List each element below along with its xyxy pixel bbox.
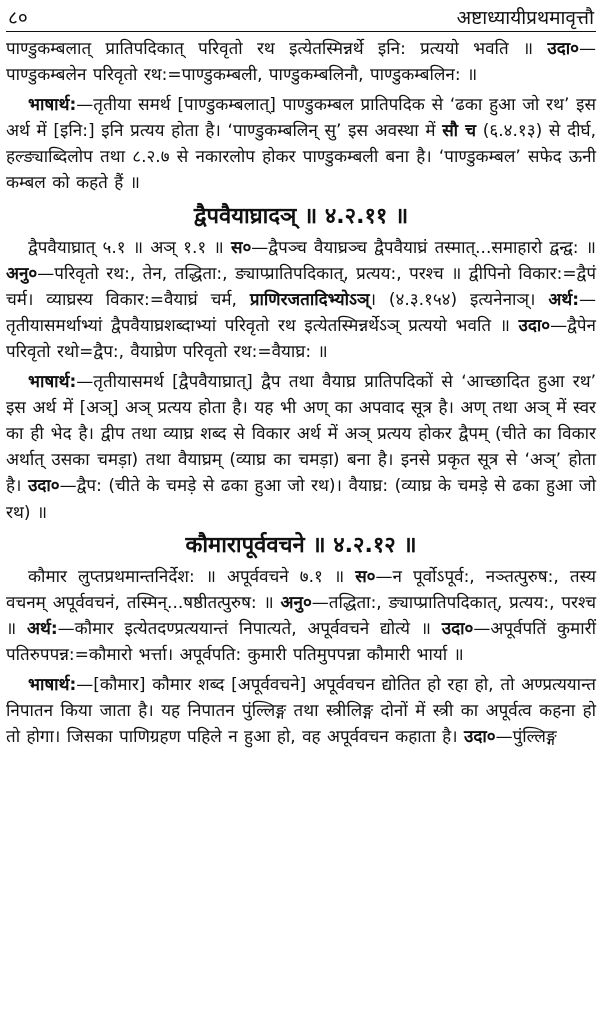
running-title: अष्टाध्यायीप्रथमावृत्तौ [456, 7, 594, 29]
bold-term: भाषार्थ: [28, 674, 77, 695]
bold-term: उदा० [518, 315, 551, 336]
text-run: —न पूर्वोऽपूर्व:, नञ्तत्पुरुष:, तस्य वचनम् अपूर्ववचनं, तस्मिन्...षष्ठीतत्पुरुष: ॥ [6, 566, 596, 613]
text-run: —द्वैपञ्च वैयाघ्रञ्च द्वैपवैयाघ्रं तस्मात्...समाहारो द्वन्द्व: ॥ [251, 237, 596, 258]
page-number: ८० [8, 7, 28, 29]
text-run: (६.४.१३) से दीर्घ, हल्ङ्याब्दिलोप तथा ८.२.७ से नकारलोप होकर पाण्डुकम्बली बना है। ‘पाण्डुकम्बल’ सफेद ऊनी कम्बल को कहते हैं ॥ [6, 121, 596, 194]
bold-term: उदा० [441, 618, 474, 639]
bold-term: स० [230, 237, 252, 258]
bold-term: अर्थ: [27, 618, 58, 639]
bold-term: उदा० [464, 727, 496, 748]
header-rule [6, 31, 596, 32]
text-run: —तृतीयासमर्थ [द्वैपवैयाघ्रात्] द्वैप तथा वैयाघ्र प्रातिपदिकों से ‘आच्छादित हुआ रथ’ इस अर्थ में [अञ्] अञ् प्रत्यय होता है। यह भी अण् का अपवाद सूत्र है। अण् तथा अञ् में स्वर का ही भेद है। द्वीप तथा व्याघ्र शब्द से विकार अर्थ में अञ् प्रत्यय होकर द्वैपम् (चीते का विकार अर्थात् उसका चमड़ा) तथा वैयाघ्रम् (व्याघ्र का चमड़ा) बना है। इनसे प्रकृत सूत्र से ‘अञ्’ होता है। [6, 372, 596, 497]
text-run: —कौमार इत्येतदण्प्रत्ययान्तं निपात्यते, अपूर्ववचने द्योत्ये ॥ [57, 618, 442, 639]
bold-term: स० [355, 566, 376, 587]
text-run: —द्वैप: (चीते के चमड़े से ढका हुआ जो रथ)। वैयाघ्र: (व्याघ्र के चमड़े से ढका हुआ जो रथ) ॥ [6, 476, 596, 523]
text-run: —द्वैपेन परिवृतो रथो=द्वैप:, वैयाघ्रेण परिवृतो रथ:=वैयाघ्र: ॥ [6, 315, 596, 362]
text-run: —[कौमार] कौमार शब्द [अपूर्ववचने] अपूर्ववचन द्योतित हो रहा हो, तो अण्प्रत्ययान्त निपातन किया जाता है। यह निपातन पुंल्लिङ्ग तथा स्त्रीलिङ्ग दोनों में स्त्री का अपूर्वत्व कहना हो तो होगा। जिसका पाणिग्रहण पहिले न हुआ हो, वह अपूर्ववचन कहाता है। [6, 674, 596, 748]
text-run: पाण्डुकम्बलात् प्रातिपदिकात् परिवृतो रथ इत्येतस्मिन्नर्थे इनि: प्रत्ययो भवति ॥ [6, 39, 548, 59]
text-run: —पाण्डुकम्बलेन परिवृतो रथ:=पाण्डुकम्बली, पाण्डुकम्बलिनौ, पाण्डुकम्बलिन: ॥ [6, 39, 596, 86]
paragraph [6, 36, 596, 88]
bold-term: अर्थ: [548, 289, 579, 310]
paragraph [6, 235, 596, 365]
sutra-heading: कौमारापूर्ववचने ॥ ४.२.१२ ॥ [185, 532, 417, 558]
text-run: कौमार लुप्तप्रथमान्तनिर्देश: ॥ अपूर्ववचने ७.१ ॥ [28, 566, 356, 587]
paragraph [6, 564, 596, 668]
text-run: । (४.३.१५४) इत्यनेनाञ्। [369, 289, 549, 310]
document-body [6, 36, 596, 754]
text-run: —तृतीयासमर्थाभ्यां द्वैपवैयाघ्रशब्दाभ्यां परिवृतो रथ इत्येतस्मिन्नर्थेऽञ् प्रत्ययो भवति ॥ [6, 289, 596, 336]
bold-term: अनु० [280, 592, 312, 613]
text-run: —तृतीया समर्थ [पाण्डुकम्बलात्] पाण्डुकम्बल प्रातिपदिक से ‘ढका हुआ जो रथ’ इस अर्थ में [इनि:] इनि प्रत्यय होता है। ‘पाण्डुकम्बलिन् सु’ इस अवस्था में [6, 95, 596, 142]
text-run: —परिवृतो रथ:, तेन, तद्धिता:, ङ्याप्प्रातिपदिकात्, प्रत्यय:, परश्च ॥ द्वीपिनो विकार:=द्वैपं चर्म। व्याघ्रस्य विकार:=वैयाघ्रं चर्म, [6, 263, 596, 310]
text-run: द्वैपवैयाघ्रात् ५.१ ॥ अञ् १.१ ॥ [28, 237, 231, 258]
text-run: —तद्धिता:, ङ्याप्प्रातिपदिकात्, प्रत्यय:, परश्च ॥ [6, 592, 597, 639]
bold-term: सौ च [442, 121, 477, 142]
bold-term: भाषार्थ: [28, 95, 77, 116]
bold-term: उदा० [28, 476, 60, 497]
sutra-heading: द्वैपवैयाघ्रादञ् ॥ ४.२.११ ॥ [193, 203, 409, 229]
bold-term: उदा० [547, 39, 579, 59]
page-header [8, 2, 594, 30]
paragraph [6, 672, 596, 750]
bold-term: अनु० [6, 263, 38, 284]
text-run: —अपूर्वपतिं कुमारीं पतिरुपपन्न:=कौमारो भर्त्ता। अपूर्वपति: कुमारी पतिमुपपन्ना कौमारी भार्या ॥ [6, 618, 596, 665]
paragraph [6, 92, 596, 196]
bold-term: भाषार्थ: [28, 372, 77, 393]
paragraph [6, 369, 596, 526]
bold-term: प्राणिरजतादिभ्योऽञ् [249, 289, 370, 310]
text-run: —पुंल्लिङ्ग [495, 727, 557, 748]
